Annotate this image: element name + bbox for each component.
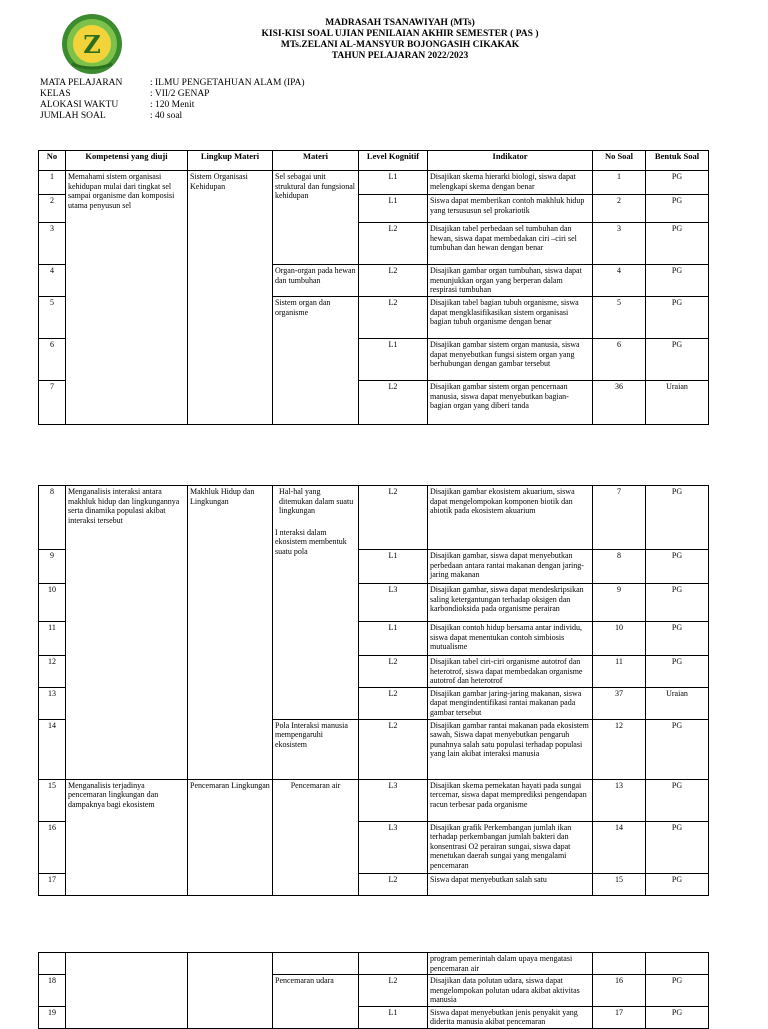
header-line: KISI-KISI SOAL UJIAN PENILAIAN AKHIR SEMESTER ( PAS ) [261, 29, 539, 39]
cell-nosoal: 16 [593, 975, 646, 1007]
cell-bentuk: PG [646, 622, 709, 656]
col-header: Bentuk Soal [646, 151, 709, 171]
info-value: : 40 soal [150, 111, 183, 121]
info-label: JUMLAH SOAL [40, 111, 106, 121]
table-header-row [39, 151, 709, 171]
cell-no: 15 [39, 779, 66, 821]
cell-bentuk: PG [646, 975, 709, 1007]
info-row [40, 89, 305, 100]
cell-bentuk [646, 953, 709, 975]
cell-no: 4 [39, 265, 66, 297]
cell-no: 10 [39, 584, 66, 622]
cell-indikator: Disajikan skema pemekatan hayati pada sungai tercemar, siswa dapat memprediksi pengendapan racun terbesar pada organisme [428, 779, 593, 821]
header-line: MTs.ZELANI AL-MANSYUR BOJONGASIH CIKAKAK [280, 40, 520, 50]
subject-info [40, 78, 305, 122]
table-row [39, 953, 709, 975]
cell-nosoal: 2 [593, 195, 646, 223]
cell-bentuk: PG [646, 656, 709, 688]
cell-no: 1 [39, 171, 66, 195]
cell-indikator: Disajikan gambar, siswa dapat menyebutkan perbedaan antara rantai makanan dengan jaring-jaring makanan [428, 550, 593, 584]
cell-bentuk: PG [646, 171, 709, 195]
cell-nosoal: 37 [593, 687, 646, 719]
cell-indikator: Siswa dapat menyebutkan jenis penyakit yang diderita manusia akibat pencemaran [428, 1006, 593, 1028]
info-value: : VII/2 GENAP [150, 89, 210, 99]
cell-nosoal [593, 953, 646, 975]
cell-bentuk: PG [646, 1006, 709, 1028]
cell-indikator: Siswa dapat menyebutkan salah satu [428, 873, 593, 895]
cell-materi [273, 486, 359, 720]
document-header [200, 18, 600, 62]
cell-materi: Pola Interaksi manusia mempengaruhi ekosistem [273, 719, 359, 779]
cell-level: L2 [359, 656, 428, 688]
cell-indikator: Disajikan tabel ciri-ciri organisme autotrof dan heterotrof, siswa dapat membedakan organisme autotrof dan heterotrof [428, 656, 593, 688]
cell-indikator: Disajikan gambar jaring-jaring makanan, siswa dapat mengindentifikasi rantai makanan pada gambar tersebut [428, 687, 593, 719]
cell-materi [273, 953, 359, 975]
header-line: TAHUN PELAJARAN 2022/2023 [331, 51, 469, 61]
cell-lingkup [188, 953, 273, 1029]
cell-no: 18 [39, 975, 66, 1007]
info-row [40, 111, 305, 122]
cell-level: L2 [359, 265, 428, 297]
cell-nosoal: 36 [593, 381, 646, 425]
cell-materi: Pencemaran air [273, 779, 359, 895]
info-value: : 120 Menit [150, 100, 195, 110]
madrasah-logo [60, 12, 124, 76]
cell-lingkup: Pencemaran Lingkungan [188, 779, 273, 895]
cell-no: 19 [39, 1006, 66, 1028]
col-header: Level Kognitif [359, 151, 428, 171]
cell-level: L2 [359, 719, 428, 779]
cell-bentuk: PG [646, 265, 709, 297]
info-row [40, 100, 305, 111]
cell-bentuk: PG [646, 584, 709, 622]
col-header: Lingkup Materi [188, 151, 273, 171]
cell-indikator: Siswa dapat memberikan contoh makhluk hidup yang tersususun sel prokariotik [428, 195, 593, 223]
cell-lingkup: Sistem Organisasi Kehidupan [188, 171, 273, 425]
materi-text: I nteraksi dalam ekosistem membentuk suatu pola [275, 527, 347, 556]
cell-indikator: Disajikan gambar ekosistem akuarium, siswa dapat mengelompokan komponen biotik dan abiotik pada ekosistem akuarium [428, 486, 593, 550]
cell-indikator: Disajikan gambar sistem organ manusia, siswa dapat menyebutkan fungsi sistem organ yang berhubungan dengan gambar tersebut [428, 339, 593, 381]
cell-bentuk: PG [646, 486, 709, 550]
cell-nosoal: 11 [593, 656, 646, 688]
table-row [39, 171, 709, 195]
cell-nosoal: 9 [593, 584, 646, 622]
cell-materi: Organ-organ pada hewan dan tumbuhan [273, 265, 359, 297]
cell-nosoal: 13 [593, 779, 646, 821]
cell-level: L2 [359, 381, 428, 425]
cell-level: L1 [359, 195, 428, 223]
cell-no: 5 [39, 297, 66, 339]
cell-kompetensi [66, 953, 188, 1029]
cell-bentuk: PG [646, 223, 709, 265]
header-line: MADRASAH TSANAWIYAH (MTs) [325, 18, 475, 28]
cell-level: L3 [359, 584, 428, 622]
cell-level: L2 [359, 975, 428, 1007]
info-label: ALOKASI WAKTU [40, 100, 119, 110]
cell-no: 8 [39, 486, 66, 550]
cell-bentuk: Uraian [646, 687, 709, 719]
cell-materi: Sel sebagai unit struktural dan fungsional kehidupan [273, 171, 359, 265]
cell-kompetensi: Memahami sistem organisasi kehidupan mulai dari tingkat sel sampai organisme dan komposisi utama penyusun sel [66, 171, 188, 425]
kisi-kisi-table-3 [38, 952, 709, 1029]
cell-indikator: Disajikan grafik Perkembangan jumlah ikan terhadap perkembangan jumlah bakteri dan konsentrasi O2 perairan sungai, siswa dapat menetukan daerah sungai yang mengalami pencemaran [428, 821, 593, 873]
info-label: KELAS [40, 89, 71, 99]
cell-indikator: Disajikan data polutan udara, siswa dapat mengelompokan polutan udara akibat aktivitas manusia [428, 975, 593, 1007]
kisi-kisi-table-1 [38, 150, 709, 425]
cell-level: L1 [359, 550, 428, 584]
info-value: : ILMU PENGETAHUAN ALAM (IPA) [150, 78, 305, 88]
cell-level: L2 [359, 486, 428, 550]
cell-indikator: Disajikan gambar, siswa dapat mendeskripsikan saling ketergantungan terhadap oksigen dan karbondioksida pada organisme perairan [428, 584, 593, 622]
cell-no: 2 [39, 195, 66, 223]
cell-no: 12 [39, 656, 66, 688]
cell-nosoal: 5 [593, 297, 646, 339]
cell-bentuk: PG [646, 821, 709, 873]
cell-nosoal: 1 [593, 171, 646, 195]
cell-nosoal: 12 [593, 719, 646, 779]
cell-level [359, 953, 428, 975]
cell-indikator: Disajikan gambar rantai makanan pada ekosistem sawah, Siswa dapat menyebutkan pengaruh punahnya salah satu populasi terhadap populasi yang lain akibat interaksi manusia [428, 719, 593, 779]
col-header: No [39, 151, 66, 171]
cell-indikator: Disajikan skema hierarki biologi, siswa dapat melengkapi skema dengan benar [428, 171, 593, 195]
svg-text:Z: Z [83, 30, 101, 59]
cell-indikator: Disajikan gambar organ tumbuhan, siswa dapat menunjukkan organ yang berperan dalam respirasi tumbuhan [428, 265, 593, 297]
cell-level: L3 [359, 779, 428, 821]
cell-bentuk: PG [646, 873, 709, 895]
table-row [39, 486, 709, 550]
cell-indikator: program pemerintah dalam upaya mengatasi pencemaran air [428, 953, 593, 975]
col-header: Materi [273, 151, 359, 171]
cell-no: 11 [39, 622, 66, 656]
cell-kompetensi: Menganalisis terjadinya pencemaran lingkungan dan dampaknya bagi ekosistem [66, 779, 188, 895]
cell-nosoal: 7 [593, 486, 646, 550]
cell-nosoal: 4 [593, 265, 646, 297]
cell-level: L2 [359, 223, 428, 265]
cell-level: L3 [359, 821, 428, 873]
cell-no: 6 [39, 339, 66, 381]
cell-indikator: Disajikan tabel perbedaan sel tumbuhan dan hewan, siswa dapat membedakan ciri –ciri sel tumbuhan dan hewan dengan benar [428, 223, 593, 265]
cell-nosoal: 17 [593, 1006, 646, 1028]
cell-bentuk: PG [646, 339, 709, 381]
cell-materi: Sistem organ dan organisme [273, 297, 359, 425]
cell-level: L2 [359, 873, 428, 895]
col-header: Indikator [428, 151, 593, 171]
cell-no: 3 [39, 223, 66, 265]
cell-level: L1 [359, 1006, 428, 1028]
cell-indikator: Disajikan gambar sistem organ pencernaan manusia, siswa dapat menyebutkan bagian-bagian organ yang diberi tanda [428, 381, 593, 425]
cell-no: 17 [39, 873, 66, 895]
cell-bentuk: PG [646, 195, 709, 223]
cell-bentuk: PG [646, 779, 709, 821]
cell-kompetensi: Menganalisis interaksi antara makhluk hidup dan lingkungannya serta dinamika populasi akibat interaksi tersebut [66, 486, 188, 780]
cell-level: L1 [359, 339, 428, 381]
cell-no [39, 953, 66, 975]
info-row [40, 78, 305, 89]
cell-nosoal: 14 [593, 821, 646, 873]
col-header: No Soal [593, 151, 646, 171]
cell-materi: Pencemaran udara [273, 975, 359, 1029]
cell-no: 14 [39, 719, 66, 779]
col-header: Kompetensi yang diuji [66, 151, 188, 171]
cell-indikator: Disajikan contoh hidup bersama antar individu, siswa dapat menentukan contoh simbiosis mutualisme [428, 622, 593, 656]
cell-no: 16 [39, 821, 66, 873]
cell-indikator: Disajikan tabel bagian tubuh organisme, siswa dapat mengklasifikasikan sistem organisasi bagian tubuh organisme dengan benar [428, 297, 593, 339]
cell-bentuk: PG [646, 550, 709, 584]
kisi-kisi-table-2 [38, 485, 709, 896]
cell-level: L1 [359, 622, 428, 656]
cell-level: L2 [359, 687, 428, 719]
cell-bentuk: Uraian [646, 381, 709, 425]
table-row [39, 779, 709, 821]
cell-nosoal: 15 [593, 873, 646, 895]
info-label: MATA PELAJARAN [40, 78, 123, 88]
materi-text: Hal-hal yang ditemukan dalam suatu lingkungan [279, 487, 354, 515]
cell-level: L2 [359, 297, 428, 339]
cell-bentuk: PG [646, 719, 709, 779]
cell-no: 9 [39, 550, 66, 584]
cell-bentuk: PG [646, 297, 709, 339]
cell-nosoal: 3 [593, 223, 646, 265]
cell-lingkup: Makhluk Hidup dan Lingkungan [188, 486, 273, 780]
cell-no: 7 [39, 381, 66, 425]
cell-level: L1 [359, 171, 428, 195]
cell-nosoal: 10 [593, 622, 646, 656]
cell-nosoal: 8 [593, 550, 646, 584]
cell-nosoal: 6 [593, 339, 646, 381]
cell-no: 13 [39, 687, 66, 719]
